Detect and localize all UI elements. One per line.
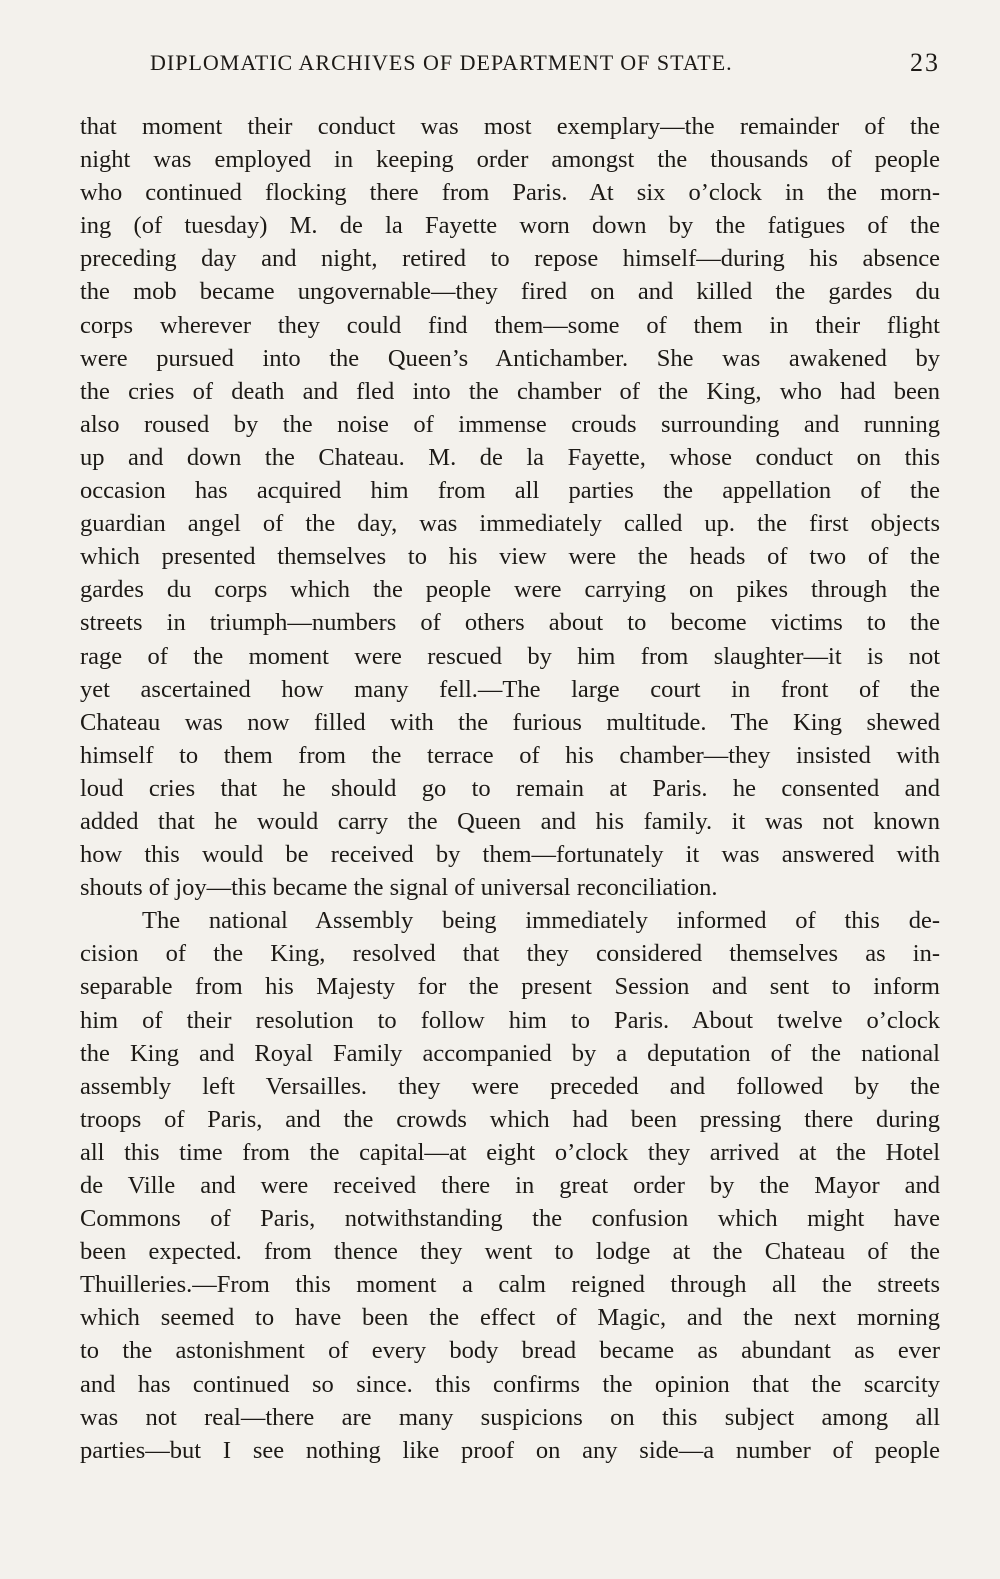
paragraph xyxy=(80,110,940,904)
text-line: preceding day and night, retired to repose himself—during his absence xyxy=(80,245,940,273)
text-line: were pursued into the Queen’s Antichamber. She was awakened by xyxy=(80,344,940,372)
text-line: the King and Royal Family accompanied by a deputation of the national xyxy=(80,1039,940,1067)
text-line: guardian angel of the day, was immediately called up. the first objects xyxy=(80,510,940,538)
text-line: shouts of joy—this became the signal of universal reconciliation. xyxy=(80,874,718,902)
text-line: all this time from the capital—at eight o’clock they arrived at the Hotel xyxy=(80,1138,940,1166)
text-line: de Ville and were received there in great order by the Mayor and xyxy=(80,1172,940,1199)
text-line: him of their resolution to follow him to Paris. About twelve o’clock xyxy=(80,1006,940,1034)
text-line: and has continued so since. this confirms the opinion that the scarcity xyxy=(80,1370,940,1398)
text-line: added that he would carry the Queen and his family. it was not known xyxy=(80,807,940,835)
text-line: corps wherever they could find them—some of them in their flight xyxy=(80,311,940,339)
text-line: loud cries that he should go to remain at Paris. he consented and xyxy=(80,774,940,802)
text-line: been expected. from thence they went to lodge at the Chateau of the xyxy=(80,1238,940,1266)
body-text xyxy=(80,110,940,1467)
text-line: gardes du corps which the people were carrying on pikes through the xyxy=(80,576,940,604)
text-line: rage of the moment were rescued by him from slaughter—it is not xyxy=(80,642,940,670)
text-line: separable from his Majesty for the present Session and sent to inform xyxy=(80,973,940,1001)
paragraph xyxy=(80,904,940,1467)
text-line: parties—but I see nothing like proof on any side—a number of people xyxy=(80,1436,940,1464)
text-line: that moment their conduct was most exemplary—the remainder of the xyxy=(80,113,940,140)
text-line: the mob became ungovernable—they fired on and killed the gardes du xyxy=(80,278,940,306)
text-line: himself to them from the terrace of his chamber—they insisted with xyxy=(80,741,940,769)
text-line: The national Assembly being immediately informed of this de- xyxy=(142,907,940,935)
text-line: ing (of tuesday) M. de la Fayette worn down by the fatigues of the xyxy=(80,212,940,240)
text-line: which seemed to have been the effect of Magic, and the next morning xyxy=(80,1304,940,1332)
text-line: streets in triumph—numbers of others about to become victims to the xyxy=(80,609,940,637)
text-line: who continued flocking there from Paris. At six o’clock in the morn- xyxy=(80,179,940,207)
text-line: troops of Paris, and the crowds which had been pressing there during xyxy=(80,1105,940,1133)
text-line: up and down the Chateau. M. de la Fayette, whose conduct on this xyxy=(80,443,940,471)
text-line: assembly left Versailles. they were preceded and followed by the xyxy=(80,1072,940,1100)
text-line: night was employed in keeping order amongst the thousands of people xyxy=(80,146,940,174)
text-line: occasion has acquired him from all parties the appellation of the xyxy=(80,477,940,505)
text-line: also roused by the noise of immense crouds surrounding and running xyxy=(80,410,940,438)
page-number: 23 xyxy=(910,48,940,77)
text-line: to the astonishment of every body bread became as abundant as ever xyxy=(80,1337,940,1365)
text-line: the cries of death and fled into the chamber of the King, who had been xyxy=(80,377,940,405)
text-line: was not real—there are many suspicions on this subject among all xyxy=(80,1403,940,1431)
text-line: Commons of Paris, notwithstanding the confusion which might have xyxy=(80,1205,940,1233)
text-line: yet ascertained how many fell.—The large court in front of the xyxy=(80,675,940,703)
text-line: cision of the King, resolved that they considered themselves as in- xyxy=(80,940,940,968)
text-line: which presented themselves to his view were the heads of two of the xyxy=(80,543,940,571)
running-title: DIPLOMATIC ARCHIVES OF DEPARTMENT OF STATE. xyxy=(150,50,733,75)
text-line: Thuilleries.—From this moment a calm reigned through all the streets xyxy=(80,1271,940,1299)
text-line: Chateau was now filled with the furious multitude. The King shewed xyxy=(80,708,940,736)
text-line: how this would be received by them—fortunately it was answered with xyxy=(80,841,940,869)
running-head xyxy=(150,50,940,84)
